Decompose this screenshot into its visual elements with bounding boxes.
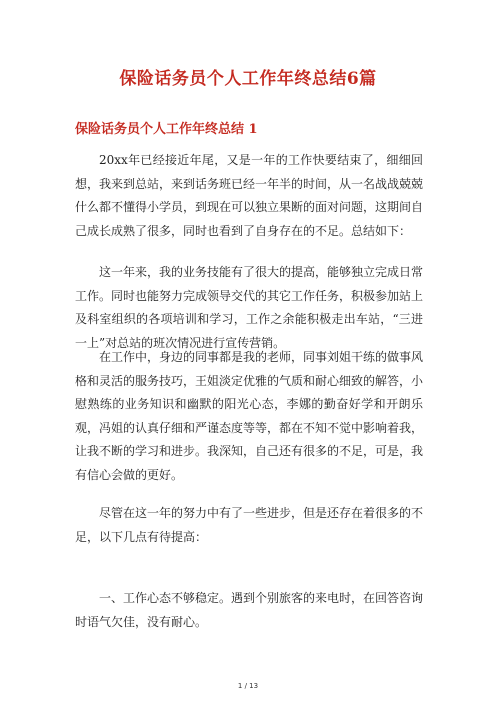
paragraph-3: 在工作中，身边的同事都是我的老师，同事刘姐干练的做事风格和灵活的服务技巧，王姐淡定优雅的气质和耐心细致的解答，小慰熟练的业务知识和幽默的阳光心态，李娜的勤奋好学和开朗乐观，冯姐的认真仔细和严谨态度等等，都在不知不觉中影响着我，让我不断的学习和进步。我深知，自己还有很多的不足，可是，我有信心会做的更好。 xyxy=(75,350,424,482)
paragraph-4: 尽管在这一年的努力中有了一些进步，但是还存在着很多的不足，以下几点有待提高： xyxy=(75,506,424,544)
section-heading: 保险话务员个人工作年终总结 1 xyxy=(75,122,258,137)
page-number: 1 / 13 xyxy=(237,682,259,690)
paragraph-5: 一、工作心态不够稳定。遇到个别旅客的来电时，在回答咨询时语气欠佳，没有耐心。 xyxy=(75,591,424,629)
paragraph-1: 20xx年已经接近年尾，又是一年的工作快要结束了，细细回想，我来到总站，来到话务班已经一年半的时间，从一名战战兢兢什么都不懂得小学员，到现在可以独立果断的面对问题，这期间自己成长成熟了很多，同时也看到了自身存在的不足。总结如下： xyxy=(75,153,424,238)
paragraph-2: 这一年来，我的业务技能有了很大的提高，能够独立完成日常工作。同时也能努力完成领导交代的其它工作任务，积极参加站上及科室组织的各项培训和学习，工作之余能积极走出车站，“三进一上”对总站的班次情况进行宣传营销。 xyxy=(75,265,424,350)
document-title: 保险话务员个人工作年终总结6篇 xyxy=(119,69,377,89)
